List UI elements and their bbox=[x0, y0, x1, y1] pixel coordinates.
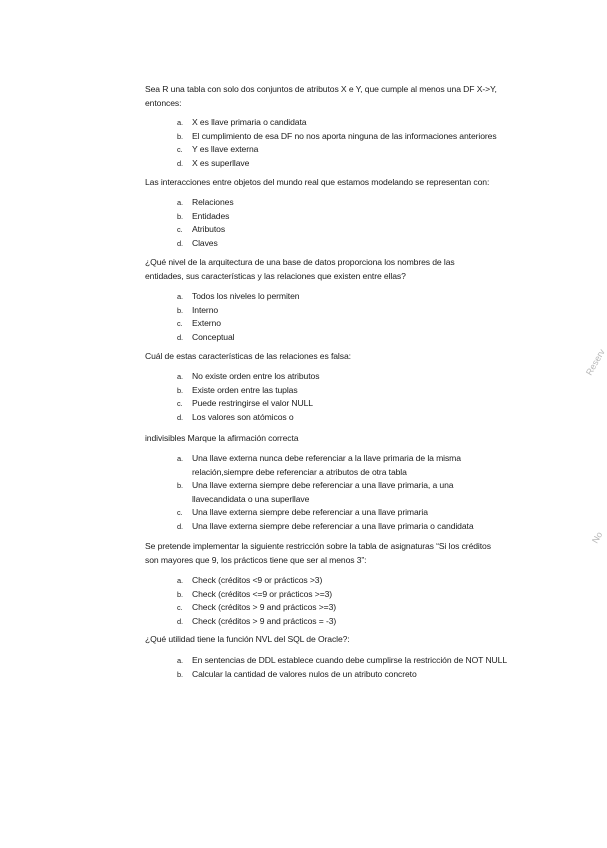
question-3-option-d bbox=[177, 331, 547, 345]
option-text: Claves bbox=[192, 237, 218, 248]
option-marker: c. bbox=[177, 508, 183, 517]
question-5-option-d bbox=[177, 520, 547, 534]
question-7-text: ¿Qué utilidad tiene la función NVL del SQL de Oracle?: bbox=[145, 634, 350, 644]
question-2-option-b bbox=[177, 210, 547, 224]
question-2-option-a bbox=[177, 196, 547, 210]
option-marker: c. bbox=[177, 225, 183, 234]
question-1-option-c bbox=[177, 143, 547, 157]
question-7-option-a bbox=[177, 654, 547, 668]
option-text: Check (créditos > 9 and prácticos = -3) bbox=[192, 615, 337, 626]
option-text: Una llave externa nunca debe referenciar a la llave primaria de la misma relación,siempre debe referenciar a atributos de otra tabla bbox=[192, 453, 461, 477]
question-1-option-d bbox=[177, 157, 547, 171]
option-marker: d. bbox=[177, 521, 183, 531]
option-marker: b. bbox=[177, 211, 183, 221]
question-4-option-c bbox=[177, 397, 547, 411]
option-marker: b. bbox=[177, 131, 183, 141]
question-5-option-c bbox=[177, 506, 547, 520]
question-1-option-a bbox=[177, 116, 547, 130]
option-text: Una llave externa siempre debe referenciar a una llave primaria bbox=[192, 507, 428, 517]
question-1-option-b bbox=[177, 130, 547, 144]
question-2-option-c bbox=[177, 223, 547, 237]
question-6-option-a bbox=[177, 574, 547, 588]
option-text: Externo bbox=[192, 318, 221, 328]
option-text: No existe orden entre los atributos bbox=[192, 371, 320, 381]
watermark-text: Reserv bbox=[584, 347, 607, 377]
option-text: Check (créditos <9 or prácticos >3) bbox=[192, 575, 323, 585]
option-marker: d. bbox=[177, 158, 183, 168]
option-marker: a. bbox=[177, 656, 183, 665]
option-marker: c. bbox=[177, 145, 183, 154]
option-marker: b. bbox=[177, 589, 183, 599]
option-marker: a. bbox=[177, 198, 183, 207]
question-4-option-a bbox=[177, 370, 547, 384]
option-marker: b. bbox=[177, 305, 183, 315]
question-5-text: indivisibles Marque la afirmación correcta bbox=[145, 433, 299, 443]
option-marker: a. bbox=[177, 292, 183, 301]
option-text: Y es llave externa bbox=[192, 144, 259, 154]
option-text: Interno bbox=[192, 304, 219, 315]
question-6-text: Se pretende implementar la siguiente restricción sobre la tabla de asignaturas “Si los créditos son mayores que 9, los prácticos tiene que ser al menos 3”: bbox=[145, 541, 491, 565]
question-3-text: ¿Qué nivel de la arquitectura de una base de datos proporciona los nombres de las entidades, sus características y las relaciones que existen entre ellas? bbox=[145, 257, 455, 281]
question-2-text: Las interacciones entre objetos del mundo real que estamos modelando se representan con: bbox=[145, 177, 490, 187]
option-text: Entidades bbox=[192, 210, 230, 221]
option-text: Atributos bbox=[192, 224, 226, 234]
option-marker: a. bbox=[177, 454, 183, 463]
question-4-text: Cuál de estas características de las relaciones es falsa: bbox=[145, 351, 351, 361]
watermark-text: No bbox=[590, 530, 605, 545]
question-2-option-d bbox=[177, 237, 547, 251]
option-marker: c. bbox=[177, 399, 183, 408]
option-marker: a. bbox=[177, 372, 183, 381]
question-3-option-b bbox=[177, 304, 547, 318]
question-5-option-a bbox=[177, 452, 517, 479]
option-marker: d. bbox=[177, 332, 183, 342]
question-3-option-c bbox=[177, 317, 547, 331]
option-marker: d. bbox=[177, 616, 183, 626]
question-6-option-b bbox=[177, 588, 547, 602]
option-text: Los valores son atómicos o bbox=[192, 411, 294, 422]
option-text: Check (créditos > 9 and prácticos >=3) bbox=[192, 602, 337, 612]
option-marker: b. bbox=[177, 481, 183, 490]
option-text: Una llave externa siempre debe referenciar a una llave primaria o candidata bbox=[192, 520, 474, 531]
question-7-option-b bbox=[177, 668, 547, 682]
question-6-option-d bbox=[177, 615, 547, 629]
option-marker: d. bbox=[177, 238, 183, 248]
option-marker: c. bbox=[177, 319, 183, 328]
option-marker: a. bbox=[177, 576, 183, 585]
question-4-option-d bbox=[177, 411, 547, 425]
option-text: Puede restringirse el valor NULL bbox=[192, 398, 313, 408]
option-text: Calcular la cantidad de valores nulos de un atributo concreto bbox=[192, 668, 417, 679]
option-text: Check (créditos <=9 or prácticos >=3) bbox=[192, 588, 333, 599]
option-text: Una llave externa siempre debe referenciar a una llave primaria, a una llavecandidata o una superllave bbox=[192, 480, 454, 504]
option-marker: b. bbox=[177, 669, 183, 679]
option-text: En sentencias de DDL establece cuando debe cumplirse la restricción de NOT NULL bbox=[192, 655, 508, 665]
option-text: X es llave primaria o candidata bbox=[192, 117, 307, 127]
option-marker: a. bbox=[177, 118, 183, 127]
option-text: Conceptual bbox=[192, 331, 235, 342]
option-marker: d. bbox=[177, 412, 183, 422]
option-text: Existe orden entre las tuplas bbox=[192, 384, 298, 395]
question-1-text: Sea R una tabla con solo dos conjuntos de atributos X e Y, que cumple al menos una DF X->Y, entonces: bbox=[145, 84, 497, 108]
option-marker: b. bbox=[177, 385, 183, 395]
question-6-option-c bbox=[177, 601, 547, 615]
option-text: X es superllave bbox=[192, 157, 250, 168]
option-text: Todos los niveles lo permiten bbox=[192, 291, 300, 301]
option-text: El cumplimiento de esa DF no nos aporta ninguna de las informaciones anteriores bbox=[192, 130, 497, 141]
question-3-option-a bbox=[177, 290, 547, 304]
option-text: Relaciones bbox=[192, 197, 234, 207]
option-marker: c. bbox=[177, 603, 183, 612]
question-4-option-b bbox=[177, 384, 547, 398]
question-5-option-b bbox=[177, 479, 507, 506]
